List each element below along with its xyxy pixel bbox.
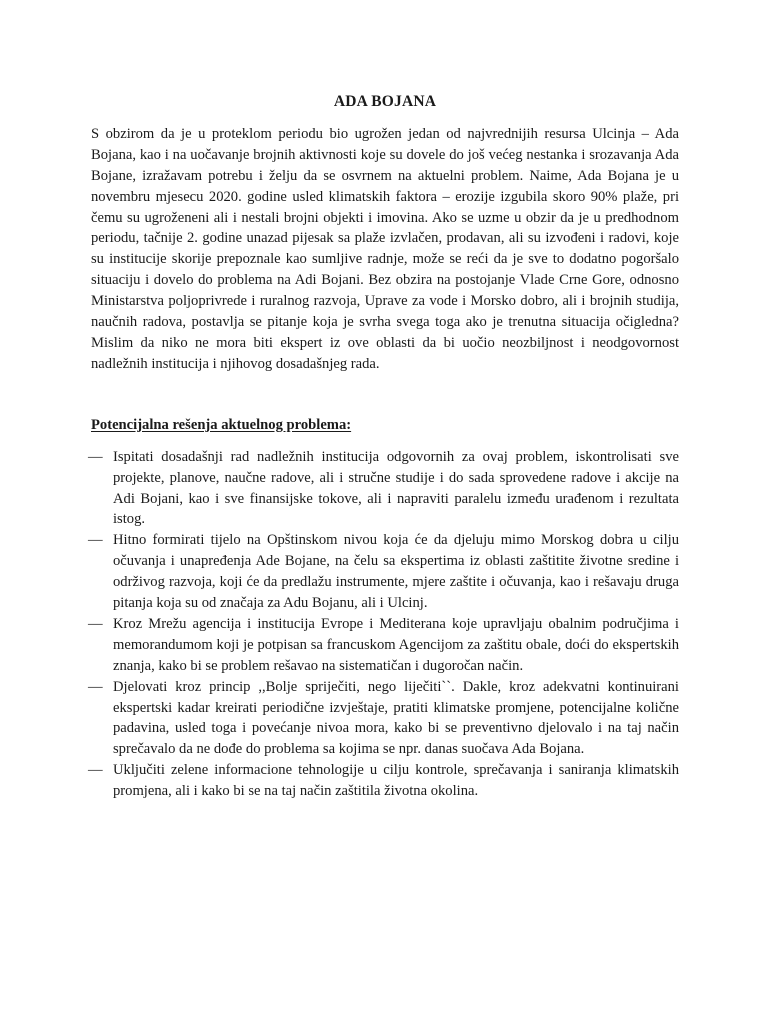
solution-item	[88, 760, 679, 802]
dash-bullet-icon: —	[88, 532, 103, 549]
dash-bullet-icon: —	[88, 448, 103, 465]
solution-item	[88, 677, 679, 761]
document-page	[88, 92, 679, 802]
document-title: ADA BOJANA	[333, 93, 437, 110]
solution-item	[88, 530, 679, 614]
solution-text: Kroz Mrežu agencija i institucija Evrope i Mediterana koje upravljaju obalnim područjima i memorandumom koji je potpisan sa francuskom Agencijom za zaštitu obale, doći do ekspertskih znanja, kako bi se problem rešavao na sistematičan i dugoročan način.	[113, 615, 679, 674]
solution-text: Djelovati kroz princip ,,Bolje spriječiti, nego liječiti``. Dakle, kroz adekvatni kontinuirani ekspertski kadar kreirati periodične izvještaje, pratiti klimatske promjene, potencijalne količne padavina, usled toga i povećanje nivoa mora, kako bi se preventivno djelovalo i na taj način sprečavalo da ne dođe do problema sa kojima se npr. danas suočava Ada Bojana.	[113, 678, 679, 758]
solution-text: Ispitati dosadašnji rad nadležnih institucija odgovornih za ovaj problem, iskontrolisati sve projekte, planove, naučne radove, ali i stručne studije i do sada sprovedene radove i akcije na Adi Bojani, kao i sve finansijske tokove, ali i napraviti paralelu između urađenom i rezultata istog.	[113, 448, 679, 528]
intro-paragraph: S obzirom da je u proteklom periodu bio ugrožen jedan od najvrednijih resursa Ulcinja – Ada Bojana, kao i na uočavanje brojnih aktivnosti koje su dovele do još većeg nestanka i srozavanja Ada Bojane, izražavam potrebu i želju da se osvrnem na aktuelni problem. Naime, Ada Bojana je u novembru mjesecu 2020. godine usled klimatskih faktora – erozije izgubila skoro 90% plaže, pri čemu su ugroženeni ali i nestali brojni objekti i imovina. Ako se uzme u obzir da je u predhodnom periodu, tačnije 2. godine unazad pijesak sa plaže izvlačen, prodavan, ali su izvođeni i radovi, koje su institucije skorije prepoznale kao sumljive radnje, može se reći da je sve to dodatno pogoršalo situaciju i dovelo do problema na Adi Bojani. Bez obzira na postojanje Vlade Crne Gore, odnosno Ministarstva poljoprivrede i ruralnog razvoja, Uprave za vode i Morsko dobro, ali i brojnih studija, naučnih radova, postavlja se pitanje koja je svrha svega toga ako je trenutna situacija očigledna? Mislim da niko ne mora biti ekspert iz ove oblasti da bi uočio neozbiljnost i neodgovornost nadležnih institucija i njihovog dosadašnjeg rada.	[91, 125, 679, 372]
solution-text: Hitno formirati tijelo na Opštinskom nivou koja će da djeluju mimo Morskog dobra u cilju očuvanja i unapređenja Ade Bojane, na čelu sa ekspertima iz oblasti zaštitite životne sredine i održivog razvoja, koji će da predlažu instrumente, mjere zaštite i očuvanja, kao i rešavaju druga pitanja koja su od značaja za Adu Bojanu, ali i Ulcinj.	[113, 532, 679, 612]
solution-item	[88, 447, 679, 531]
solution-item	[88, 614, 679, 677]
solutions-heading: Potencijalna rešenja aktuelnog problema:	[91, 416, 352, 433]
solution-text: Uključiti zelene informacione tehnologije u cilju kontrole, sprečavanja i saniranja klimatskih promjena, ali i kako bi se na taj način zaštitila životna okolina.	[113, 762, 679, 800]
dash-bullet-icon: —	[88, 678, 103, 695]
dash-bullet-icon: —	[88, 615, 103, 632]
dash-bullet-icon: —	[88, 762, 103, 779]
solutions-list	[88, 447, 679, 802]
